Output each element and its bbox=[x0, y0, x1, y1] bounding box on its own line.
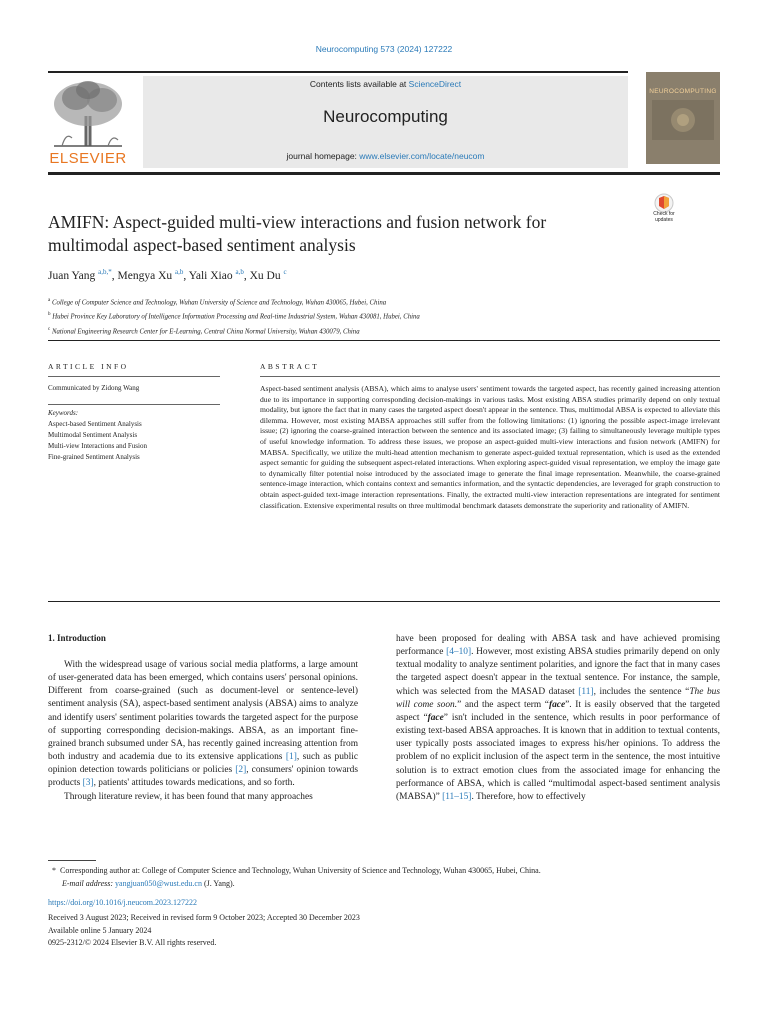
body-column-right bbox=[396, 633, 720, 804]
text-run: . However, most existing ABSA studies primarily depend on only textual modality to analyze sentiment polarities, and ignore the fact that in many cases the targeted aspect doesn't appear in the textual sentence. For instance, the sample, which was selected from the MASAD dataset bbox=[396, 647, 720, 697]
homepage-prefix: journal homepage: bbox=[286, 151, 360, 161]
journal-name: Neurocomputing bbox=[323, 107, 448, 126]
section-heading-introduction: 1. Introduction bbox=[48, 633, 106, 643]
author-affiliation-marks[interactable]: a,b,* bbox=[98, 268, 112, 276]
author-name[interactable]: Mengya Xu bbox=[117, 269, 173, 282]
keyword-item: Multi-view Interactions and Fusion bbox=[48, 442, 147, 450]
keyword-item: Multimodal Sentiment Analysis bbox=[48, 431, 138, 439]
journal-reference-link[interactable]: Neurocomputing 573 (2024) 127222 bbox=[315, 44, 453, 54]
author-affiliation-marks[interactable]: c bbox=[283, 268, 287, 276]
citation-link[interactable]: [4–10] bbox=[446, 647, 472, 658]
affiliation-list bbox=[48, 295, 648, 338]
text-run: have been proposed for dealing with ABSA task and have achieved promising performance bbox=[396, 634, 720, 658]
copyright: 0925-2312/© 2024 Elsevier B.V. All rights reserved. bbox=[48, 938, 217, 947]
text-run: With the widespread usage of various social media platforms, a large amount of user-generated data has been emerged, which contains users' personal opinions. Different from coarse-grained (such as document-level or sentence-level) sentiment analysis (SA), aspect-based sentiment analysis (ABSA) aims to analyze and identify users' sentiment polarities towards the targeted aspect for the purpose of supporting corresponding decision-makings. ABSA, as an important fine-grained branch subsumed under SA, has recently gained increasing attention from both industry and academia due to its extensive applications bbox=[48, 660, 358, 763]
doi-anchor[interactable]: https://doi.org/10.1016/j.neucom.2023.127222 bbox=[48, 898, 197, 907]
affiliation-text: College of Computer Science and Technology, Wuhan University of Science and Technology, Wuhan 430065, Hubei, China bbox=[51, 299, 387, 307]
text-run: ” and the aspect term “ bbox=[457, 699, 549, 710]
affiliation-text: Hubei Province Key Laboratory of Intelligence Information Processing and Real-time Industrial System, Wuhan 430081, Hubei, China bbox=[52, 313, 420, 321]
text-run: , consumers' opinion towards products bbox=[48, 765, 358, 789]
keywords-label: Keywords: bbox=[48, 409, 79, 417]
section-divider bbox=[48, 601, 720, 602]
check-for-updates-label[interactable]: Check for updates bbox=[653, 211, 675, 223]
text-run: , such as public opinion detection towards politicians or policies bbox=[48, 752, 358, 776]
corresponding-author-text: Corresponding author at: College of Computer Science and Technology, Wuhan University of Science and Technology, Wuhan 430065, Hubei, China. bbox=[60, 866, 541, 875]
text-run: , includes the sentence “ bbox=[593, 686, 690, 697]
masthead-top-rule bbox=[48, 71, 628, 73]
citation-link[interactable]: [11] bbox=[578, 686, 594, 697]
cover-artwork bbox=[652, 100, 714, 140]
article-info-rule bbox=[48, 376, 220, 377]
affiliation-item bbox=[48, 324, 648, 338]
affiliation-item bbox=[48, 309, 648, 323]
corresponding-author-footnote bbox=[52, 864, 712, 890]
contents-prefix: Contents lists available at bbox=[309, 79, 409, 89]
text-run: ” isn't included in the sentence, which results in poor performance of existing text-based ABSA approaches. It is known that in addition to textual contents, user typically posts associated images to express his/her opinions. To address the problem of no explicit inclusion of the aspect term in the sentence, the most intuitive solution is to extract emotion clues from the associated image for enhancing the performance of ABSA, which is called “multimodal aspect-based sentiment analysis (MABSA)” bbox=[396, 712, 720, 802]
citation-link[interactable]: [2] bbox=[235, 765, 247, 776]
abstract-text: Aspect-based sentiment analysis (ABSA), which aims to analyse users' sentiment towards the targeted aspect, has recently gained increasing attention due to its importance in supporting corresponding decision-makings in various tasks. Most existing ABSA studies primarily depend on only textual modality, but ignore the fact that in many cases the targeted aspect doesn't appear in the sentence. Thus, multimodal ABSA is expected to alleviate this dilemma. However, most existing MABSA approaches still suffer from the following limitations: (1) ignoring the possible aspect-image irrelevant issue; (2) ignoring the coarse-grained interaction between the sentence and its associated image; (3) failing to simultaneously leverage multiple types of useful knowledge information. To address these issues, we propose an aspect-guided multi-view interactions and fusion network (AMIFN) for MABSA. Specifically, we utilize the multi-head attention mechanism to generate aspect-guided textual representation, which is used as the extended aspect semantic for guiding the subsequent aspect-related interactions. When exploring aspect-guided visual representation, we employ the image gate to dynamically filter potential noise introduced by the associated image to generate the final image representation. Meanwhile, the coarse-grained sentence-image interaction, which contains context and semantics information, and the syntactic dependencies, are leveraged for graph construction to obtain aspect-guided text-image interaction representations. Finally, the extracted multi-view interaction representations are integrated for sentiment classification. Extensive experimental results on three multimodal benchmark datasets demonstrate the superiority and rationality of AMIFN. bbox=[260, 384, 720, 510]
contents-available-line bbox=[143, 79, 628, 89]
email-suffix: (J. Yang). bbox=[203, 879, 235, 888]
abstract-rule bbox=[260, 376, 720, 377]
author-affiliation-marks[interactable]: a,b bbox=[175, 268, 184, 276]
article-info-heading: ARTICLE INFO bbox=[48, 362, 129, 371]
author-name[interactable]: Xu Du bbox=[249, 269, 281, 282]
email-label: E-mail address: bbox=[62, 879, 114, 888]
author-affiliation-marks[interactable]: a,b bbox=[235, 268, 244, 276]
text-run: . Therefore, how to effectively bbox=[471, 791, 586, 802]
body-column-left bbox=[48, 659, 358, 804]
emphasized-term: face bbox=[427, 712, 444, 723]
affiliation-item bbox=[48, 295, 648, 309]
section-divider bbox=[48, 340, 720, 341]
keyword-item: Aspect-based Sentiment Analysis bbox=[48, 420, 142, 428]
article-info-rule bbox=[48, 404, 220, 405]
author-name[interactable]: Juan Yang bbox=[48, 269, 96, 282]
affiliation-mark: a bbox=[48, 298, 51, 303]
sciencedirect-link[interactable]: ScienceDirect bbox=[408, 79, 462, 89]
communicated-by: Communicated by Zidong Wang bbox=[48, 384, 140, 392]
affiliation-mark: b bbox=[48, 312, 51, 318]
intro-paragraph bbox=[48, 659, 358, 791]
asterisk-mark: * bbox=[52, 866, 60, 875]
paper-title: AMIFN: Aspect-guided multi-view interactions and fusion network for multimodal aspect-based sentiment analysis bbox=[48, 212, 547, 255]
elsevier-wordmark: ELSEVIER bbox=[49, 150, 127, 167]
quoted-sentence: The bus will come soon. bbox=[396, 686, 721, 710]
emphasized-term: face bbox=[548, 699, 566, 710]
keywords-list bbox=[48, 419, 147, 463]
received-dates: Received 3 August 2023; Received in revised form 9 October 2023; Accepted 30 December 2023 bbox=[48, 913, 360, 922]
intro-paragraph bbox=[396, 633, 720, 804]
citation-link[interactable]: [1] bbox=[285, 752, 297, 763]
masthead-bottom-rule bbox=[48, 172, 720, 175]
affiliation-text: National Engineering Research Center for E-Learning, Central China Normal University, Wuhan 430079, China bbox=[51, 327, 360, 335]
intro-paragraph: Through literature review, it has been found that many approaches bbox=[64, 791, 313, 802]
available-online: Available online 5 January 2024 bbox=[48, 925, 152, 935]
publication-history bbox=[48, 912, 360, 950]
journal-homepage-line bbox=[143, 151, 628, 161]
affiliation-mark: c bbox=[48, 326, 51, 332]
keyword-item: Fine-grained Sentiment Analysis bbox=[48, 453, 140, 461]
email-link[interactable]: yangjuan050@wust.edu.cn bbox=[115, 879, 202, 888]
doi-link[interactable] bbox=[48, 898, 197, 907]
abstract-heading: ABSTRACT bbox=[260, 362, 320, 371]
citation-link[interactable]: [3] bbox=[82, 778, 94, 789]
text-run: , patients' attitudes towards medications, and so forth. bbox=[93, 778, 295, 789]
author-name[interactable]: Yali Xiao bbox=[188, 269, 233, 282]
footnote-rule bbox=[48, 860, 96, 861]
citation-link[interactable]: [11–15] bbox=[442, 791, 472, 802]
journal-homepage-link[interactable]: www.elsevier.com/locate/neucom bbox=[359, 151, 485, 161]
cover-title: NEUROCOMPUTING bbox=[649, 88, 717, 95]
text-run: ”. It is easily observed that the targeted aspect “ bbox=[396, 699, 720, 723]
author-list: Juan Yang $^{a,b,*}$, Mengya Xu $^{a,b}$, Yali Xiao $^{a,b}$, Xu Du $^c$ bbox=[48, 268, 287, 282]
